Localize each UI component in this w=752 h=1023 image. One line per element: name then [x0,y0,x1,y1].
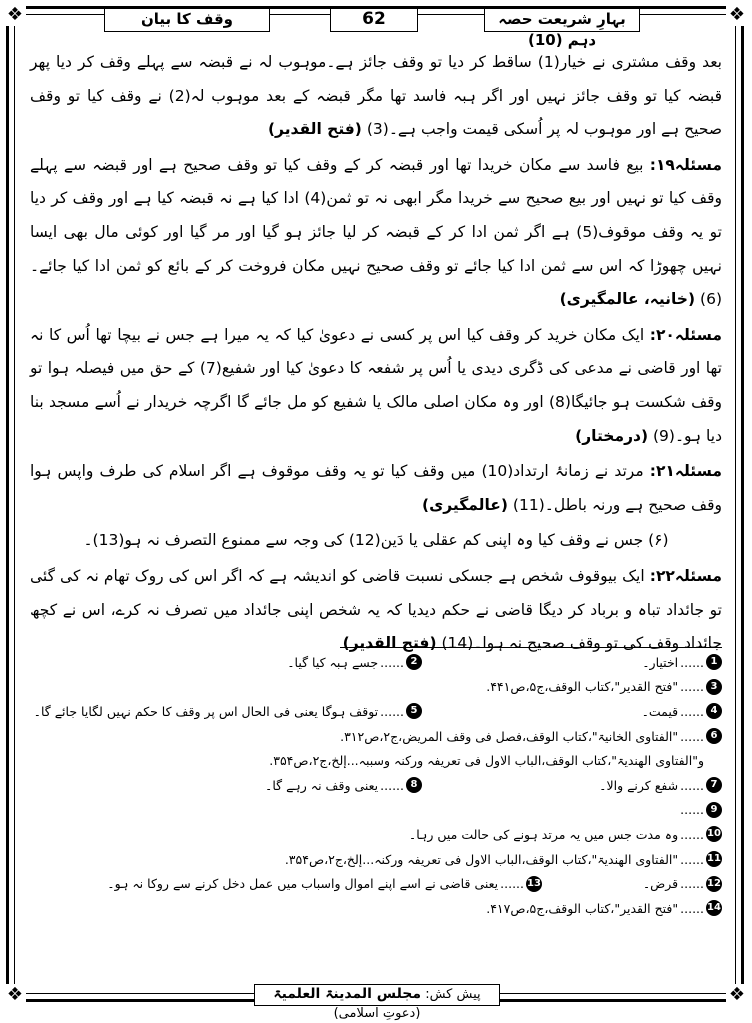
corner-ornament-icon: ❖ [726,984,748,1006]
footnotes [30,650,722,921]
footnote-item: و"الفتاوی الھندیۃ"،کتاب الوقف،الباب الاول فی تعریفہ ورکنہ وسببہ...إلخ،ج۲،ص۳۵۴. [269,753,704,769]
footnote-item: 8 ...... یعنی وقف نہ رہے گا۔ [265,777,422,793]
footnote-row [30,896,722,921]
masala-21: مسئلہ۲۱: مرتد نے زمانۂ ارتداد(10) میں وقف کیا تو یہ وقف موقوف ہے اگر اسلام کی طرف واپس ہوا وقف صحیح ہے ورنہ باطل۔(11) (عالمگیری) [30,462,722,514]
main-text [30,46,722,663]
page-footer [0,984,752,1021]
masala-label: مسئلہ۱۹: [649,155,722,174]
page-number: 62 [330,8,418,32]
page-header [0,4,752,49]
pesh-kash-label: پیش کش: [425,987,481,1002]
footnote-row [30,675,722,700]
footnote-row [30,699,722,724]
footnote-item: 13 ...... یعنی قاضی نے اسے اپنے اموال واسباب میں عمل دخل کرنے سے روکا نہ ہو۔ [107,876,541,892]
footnote-item: 3 ...... "فتح القدیر"،کتاب الوقف،ج۵،ص۴۴۱. [486,679,722,695]
paragraph: بعد وقف مشتری نے خیار(1) ساقط کر دیا تو وقف جائز ہے۔موہوب لہ نے قبضہ سے پہلے وقف کر دیا پھر قبضہ کیا تو وقف جائز نہیں اور اگر ہبہ فاسد تھا مگر قبضہ کے بعد موہوب لہ(2) نے وقف کیا تو وقف صحیح ہے اور موہوب لہ پر اُسکی قیمت واجب ہے۔(3) (فتح القدیر) [30,53,722,139]
chapter-title: وقف کا بیان [104,8,270,32]
corner-ornament-icon: ❖ [4,4,26,26]
reference: (عالمگیری) [422,495,508,514]
footnote-divider [340,647,722,648]
footnote-row [30,650,722,675]
footnote-row [30,871,722,896]
publisher-name: مجلس المدینۃ العلمیۃ [273,986,422,1002]
footnote-item: 5 ...... توقف ہوگا یعنی فی الحال اس پر وقف کا حکم نہیں لگایا جائے گا۔ [34,703,422,719]
footnote-item: 10 ...... وہ مدت جس میں یہ مرتد ہونے کی حالت میں رہا۔ [408,826,721,842]
publisher-sub: (دعوتِ اسلامی) [333,1006,421,1021]
footnote-item: 2 ...... جسے ہبہ کیا گیا۔ [287,654,422,670]
reference: (خانیہ، عالمگیری) [559,290,696,309]
footnote-row [30,847,722,872]
book-title: بہارِ شریعت حصہ دہم (10) [484,8,640,32]
masala-label: مسئلہ۲۲: [649,566,722,585]
masala-19: مسئلہ۱۹: بیع فاسد سے مکان خریدا تھا اور قبضہ کر کے وقف کیا تو وقف صحیح ہے اور قبضہ سے پہلے وقف کیا تو نہیں اور بیع صحیح سے خریدا مگر ابھی نہ تو ثمن(4) ادا کیا ہے نہ قبضہ کیا ہے اور وقف کر دیا تو یہ وقف موقوف(5) ہے اگر ثمن ادا کر کے قبضہ کر لیا جائز ہو گیا اور مر گیا اور کوئی مال بھی ایسا نہیں چھوڑا کہ اس سے ثمن ادا کیا جائے تو وقف صحیح نہیں مکان فروخت کر کے بائع کو ثمن ادا کیا جائے۔(6) (خانیہ، عالمگیری) [30,155,722,309]
condition-6: (۶) جس نے وقف کیا وہ اپنی کم عقلی یا دَین(12) کی وجہ سے ممنوع التصرف نہ ہو(13)۔ [83,531,669,550]
masala-label: مسئلہ۲۰: [649,325,722,344]
footnote-item: 9 ...... [678,802,722,818]
footnote-row [30,822,722,847]
corner-ornament-icon: ❖ [726,4,748,26]
reference: (فتح القدیر) [267,120,362,139]
masala-20: مسئلہ۲۰: ایک مکان خرید کر وقف کیا اس پر کسی نے دعویٰ کیا کہ یہ میرا ہے جس نے بیچا تھا اُس کا نہ تھا اور قاضی نے مدعی کی ڈگری دیدی یا اُس پر شفعہ کا دعویٰ کیا اور شفیع(7) کے حق میں فیصلہ ہوا تو وقف شکست ہو جائیگا(8) اور وہ مکان اصلی مالک یا شفیع کو مل جائے گا اگرچہ خریدار نے اُسے مسجد بنا دیا ہو۔(9) (درمختار) [30,325,723,445]
footnote-item: 7 ...... شفع کرنے والا۔ [422,777,722,793]
footnote-item: 14 ...... "فتح القدیر"،کتاب الوقف،ج۵،ص۴۱۷. [486,900,721,916]
footnote-item: 6 ...... "الفتاوی الخانیۃ"،کتاب الوقف،فصل فی وقف المریض،ج۲،ص۳۱۲. [340,728,722,744]
masala-label: مسئلہ۲۱: [649,462,722,481]
corner-ornament-icon: ❖ [4,984,26,1006]
footnote-row [30,748,722,773]
footnote-item: 1 ...... اختیار۔ [422,654,722,670]
footnote-item: 11 ...... "الفتاوی الھندیۃ"،کتاب الوقف،الباب الاول فی تعریفہ ورکنہ...إلخ،ج۲،ص۳۵۴. [284,851,721,867]
footnote-item: 4 ...... قیمت۔ [422,703,722,719]
footnote-row [30,798,722,823]
footnote-row [30,773,722,798]
reference: (درمختار) [575,426,649,445]
footnote-item: 12 ...... قرض۔ [642,876,721,892]
masala-22: مسئلہ۲۲: ایک بیوقوف شخص ہے جسکی نسبت قاضی کو اندیشہ ہے کہ اگر اس کی روک تھام نہ کی گئی تو جائداد تباہ و برباد کر دیگا قاضی نے حکم دیدیا کہ یہ شخص اپنی جائداد میں تصرف نہ کرے، اس نے کچھ جائداد وقف کی تو وقف صحیح نہ ہوا۔(14) (فتح القدیر) [30,566,722,653]
footnote-row [30,724,722,749]
reference: (فتح القدیر) [342,634,437,653]
publisher-box [254,984,500,1021]
